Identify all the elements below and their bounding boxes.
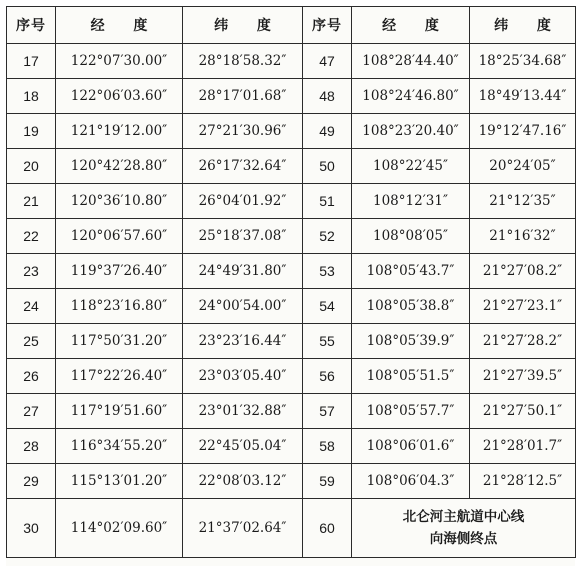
- table-row: [7, 324, 576, 359]
- table-row: [7, 79, 576, 114]
- row-index-left: 19: [7, 114, 56, 149]
- longitude-cell: 116°34′55.20″: [56, 429, 183, 464]
- longitude-cell: 108°05′51.5″: [352, 359, 470, 394]
- latitude-cell: 27°21′30.96″: [183, 114, 303, 149]
- longitude-cell: 108°28′44.40″: [352, 44, 470, 79]
- latitude-cell: 24°49′31.80″: [183, 254, 303, 289]
- row-index-right: 58: [303, 429, 352, 464]
- latitude-cell: 21°12′35″: [470, 184, 576, 219]
- row-index-right: 54: [303, 289, 352, 324]
- row-index-right: 59: [303, 464, 352, 499]
- table-row: [7, 394, 576, 429]
- header-longitude-left: 经 度: [56, 7, 183, 44]
- longitude-cell: 120°36′10.80″: [56, 184, 183, 219]
- endpoint-note-cell: [352, 499, 576, 558]
- row-index-right: 51: [303, 184, 352, 219]
- latitude-cell: 21°27′39.5″: [470, 359, 576, 394]
- table-body: [7, 44, 576, 558]
- row-index-left: 26: [7, 359, 56, 394]
- longitude-cell: 108°12′31″: [352, 184, 470, 219]
- row-index-right: 55: [303, 324, 352, 359]
- longitude-cell: 114°02′09.60″: [56, 499, 183, 558]
- longitude-cell: 108°05′38.8″: [352, 289, 470, 324]
- row-index-left: 25: [7, 324, 56, 359]
- longitude-cell: 108°05′57.7″: [352, 394, 470, 429]
- row-index-left: 18: [7, 79, 56, 114]
- coordinate-table-sheet: [6, 6, 575, 566]
- latitude-cell: 21°27′23.1″: [470, 289, 576, 324]
- longitude-cell: 108°24′46.80″: [352, 79, 470, 114]
- row-index-left: 24: [7, 289, 56, 324]
- endpoint-note-line-2: 向海侧终点: [429, 531, 498, 547]
- table-row: [7, 289, 576, 324]
- latitude-cell: 21°37′02.64″: [183, 499, 303, 558]
- row-index-right: 53: [303, 254, 352, 289]
- latitude-cell: 28°17′01.68″: [183, 79, 303, 114]
- longitude-cell: 120°42′28.80″: [56, 149, 183, 184]
- row-index-left: 30: [7, 499, 56, 558]
- row-index-left: 17: [7, 44, 56, 79]
- longitude-cell: 108°05′39.9″: [352, 324, 470, 359]
- row-index-right: 60: [303, 499, 352, 558]
- table-row: [7, 44, 576, 79]
- latitude-cell: 21°27′28.2″: [470, 324, 576, 359]
- row-index-left: 29: [7, 464, 56, 499]
- longitude-cell: 117°22′26.40″: [56, 359, 183, 394]
- endpoint-note-line-1: 北仑河主航道中心线: [402, 509, 525, 525]
- latitude-cell: 19°12′47.16″: [470, 114, 576, 149]
- header-no-left: 序号: [7, 7, 56, 44]
- row-index-left: 27: [7, 394, 56, 429]
- longitude-cell: 108°05′43.7″: [352, 254, 470, 289]
- row-index-right: 52: [303, 219, 352, 254]
- header-latitude-right: 纬 度: [470, 7, 576, 44]
- table-row: [7, 429, 576, 464]
- latitude-cell: 22°08′03.12″: [183, 464, 303, 499]
- table-header-row: [7, 7, 576, 44]
- latitude-cell: 26°04′01.92″: [183, 184, 303, 219]
- table-row: [7, 149, 576, 184]
- latitude-cell: 20°24′05″: [470, 149, 576, 184]
- longitude-cell: 108°06′04.3″: [352, 464, 470, 499]
- table-row: [7, 464, 576, 499]
- longitude-cell: 108°08′05″: [352, 219, 470, 254]
- row-index-right: 50: [303, 149, 352, 184]
- row-index-right: 48: [303, 79, 352, 114]
- longitude-cell: 115°13′01.20″: [56, 464, 183, 499]
- row-index-right: 56: [303, 359, 352, 394]
- table-row-last: [7, 499, 576, 558]
- row-index-left: 23: [7, 254, 56, 289]
- row-index-left: 21: [7, 184, 56, 219]
- latitude-cell: 26°17′32.64″: [183, 149, 303, 184]
- row-index-left: 22: [7, 219, 56, 254]
- longitude-cell: 122°06′03.60″: [56, 79, 183, 114]
- latitude-cell: 21°16′32″: [470, 219, 576, 254]
- latitude-cell: 21°27′08.2″: [470, 254, 576, 289]
- row-index-left: 28: [7, 429, 56, 464]
- latitude-cell: 22°45′05.04″: [183, 429, 303, 464]
- row-index-right: 47: [303, 44, 352, 79]
- latitude-cell: 28°18′58.32″: [183, 44, 303, 79]
- latitude-cell: 23°01′32.88″: [183, 394, 303, 429]
- longitude-cell: 108°23′20.40″: [352, 114, 470, 149]
- table-row: [7, 219, 576, 254]
- latitude-cell: 23°23′16.44″: [183, 324, 303, 359]
- table-row: [7, 184, 576, 219]
- row-index-right: 49: [303, 114, 352, 149]
- table-row: [7, 254, 576, 289]
- header-longitude-right: 经 度: [352, 7, 470, 44]
- latitude-cell: 21°28′12.5″: [470, 464, 576, 499]
- latitude-cell: 24°00′54.00″: [183, 289, 303, 324]
- longitude-cell: 119°37′26.40″: [56, 254, 183, 289]
- longitude-cell: 118°23′16.80″: [56, 289, 183, 324]
- latitude-cell: 25°18′37.08″: [183, 219, 303, 254]
- longitude-cell: 108°06′01.6″: [352, 429, 470, 464]
- row-index-right: 57: [303, 394, 352, 429]
- latitude-cell: 21°28′01.7″: [470, 429, 576, 464]
- longitude-cell: 117°50′31.20″: [56, 324, 183, 359]
- latitude-cell: 18°25′34.68″: [470, 44, 576, 79]
- longitude-cell: 120°06′57.60″: [56, 219, 183, 254]
- longitude-cell: 108°22′45″: [352, 149, 470, 184]
- latitude-cell: 21°27′50.1″: [470, 394, 576, 429]
- latitude-cell: 23°03′05.40″: [183, 359, 303, 394]
- longitude-cell: 122°07′30.00″: [56, 44, 183, 79]
- coordinate-table: [6, 6, 576, 558]
- header-latitude-left: 纬 度: [183, 7, 303, 44]
- longitude-cell: 121°19′12.00″: [56, 114, 183, 149]
- header-no-right: 序号: [303, 7, 352, 44]
- row-index-left: 20: [7, 149, 56, 184]
- table-row: [7, 114, 576, 149]
- table-row: [7, 359, 576, 394]
- latitude-cell: 18°49′13.44″: [470, 79, 576, 114]
- longitude-cell: 117°19′51.60″: [56, 394, 183, 429]
